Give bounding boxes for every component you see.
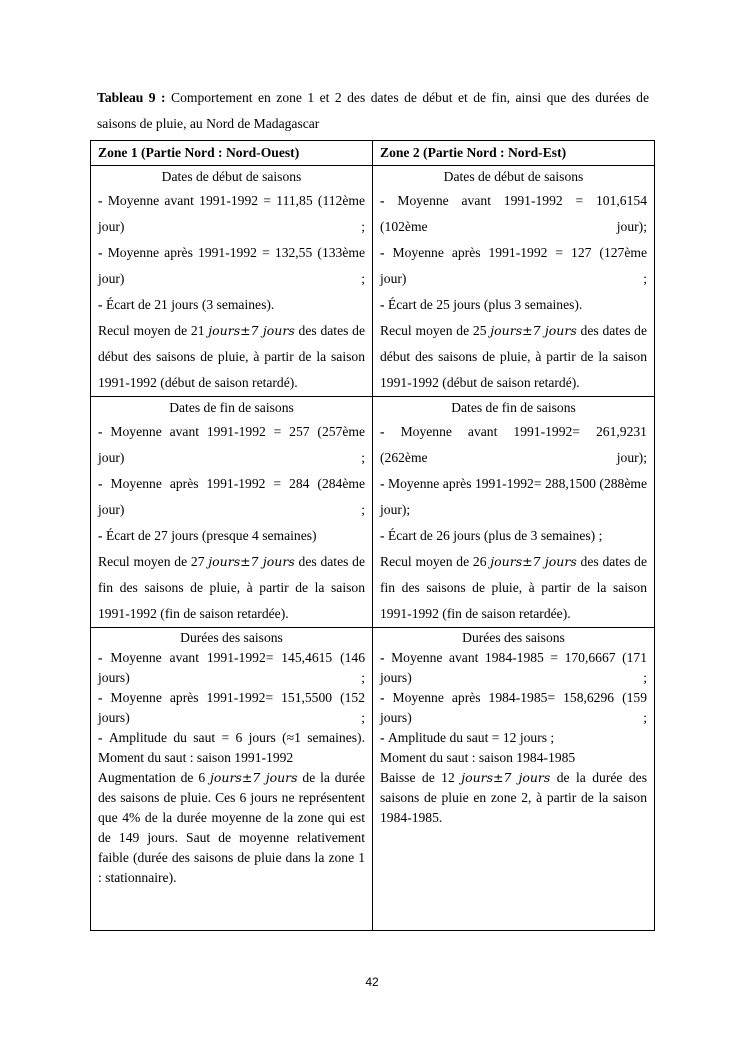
- section-title: Dates de début de saisons: [443, 169, 584, 184]
- section-title: Durées des saisons: [180, 630, 283, 645]
- zone1-end-cell: [91, 397, 373, 628]
- paragraph: [98, 549, 365, 627]
- baisse-text-end: de la durée des saisons de pluie en zone 2, à partir de la saison 1984-1985.: [380, 770, 647, 825]
- list-item: - Moyenne avant 1991-1992 = 101,6154 (102ème jour);: [380, 193, 647, 234]
- list-item: - Amplitude du saut = 6 jours (≈1 semaines).: [98, 730, 365, 745]
- paragraph: [98, 768, 365, 888]
- section-title: Durées des saisons: [462, 630, 565, 645]
- list-item: - Moyenne avant 1991-1992 = 257 (257ème jour) ;: [98, 424, 365, 465]
- paragraph: [380, 549, 647, 627]
- paragraph: [380, 768, 647, 828]
- zone1-start-cell: [91, 166, 373, 397]
- caption-label: Tableau 9 :: [97, 90, 166, 105]
- list-item: - Écart de 26 jours (plus de 3 semaines) ;: [380, 528, 603, 543]
- list-item: - Écart de 25 jours (plus 3 semaines).: [380, 297, 583, 312]
- augmentation-text: Augmentation de 6: [98, 770, 210, 785]
- math-expression: jours±7 jours: [461, 770, 551, 785]
- mean-after: Moyenne après 1991-1992= 151,5500 (152 jours) ;: [98, 690, 365, 725]
- recul-text-end: des dates de fin des saisons de pluie, à partir de la saison 1991-1992 (fin de saison retardée).: [98, 554, 366, 621]
- mean-after: Moyenne après 1991-1992= 288,1500 (288ème jour);: [380, 476, 647, 517]
- mean-before: Moyenne avant 1991-1992 = 111,85 (112ème jour) ;: [98, 193, 365, 234]
- list-item: - Moyenne après 1991-1992 = 127 (127ème jour) ;: [380, 245, 647, 286]
- list-item: - Écart de 21 jours (3 semaines).: [98, 297, 275, 312]
- zone2-start-cell: [373, 166, 655, 397]
- list-item: - Amplitude du saut = 12 jours ;: [380, 730, 555, 745]
- list-item: - Moyenne après 1991-1992= 151,5500 (152 jours) ;: [98, 690, 365, 725]
- zone1-header: Zone 1 (Partie Nord : Nord-Ouest): [91, 141, 373, 166]
- caption-text: Comportement en zone 1 et 2 des dates de début et de fin, ainsi que des durées de saisons de pluie, au Nord de Madagascar: [97, 90, 649, 131]
- list-item: - Moyenne après 1984-1985= 158,6296 (159 jours) ;: [380, 690, 647, 725]
- recul-text: Recul moyen de 26: [380, 554, 491, 569]
- mean-after: Moyenne après 1984-1985= 158,6296 (159 jours) ;: [380, 690, 647, 725]
- baisse-text: Baisse de 12: [380, 770, 462, 785]
- list-item: - Moyenne après 1991-1992 = 284 (284ème jour) ;: [98, 476, 365, 517]
- mean-after: Moyenne après 1991-1992 = 284 (284ème jour) ;: [98, 476, 365, 517]
- math-expression: jours±7 jours: [208, 554, 295, 569]
- list-item: - Moyenne avant 1991-1992= 145,4615 (146 jours) ;: [98, 650, 365, 685]
- paragraph: [380, 318, 647, 396]
- math-expression: jours±7 jours: [208, 323, 295, 338]
- header-row: [91, 141, 655, 166]
- mean-before: Moyenne avant 1991-1992 = 101,6154 (102ème jour);: [380, 193, 647, 234]
- amplitude: Amplitude du saut = 6 jours (≈1 semaines).: [108, 730, 365, 745]
- duration-row: [91, 628, 655, 931]
- jump-moment: Moment du saut : saison 1991-1992: [98, 750, 294, 765]
- gap: Écart de 21 jours (3 semaines).: [105, 297, 275, 312]
- gap: Écart de 27 jours (presque 4 semaines): [105, 528, 317, 543]
- list-item: - Moyenne avant 1984-1985 = 170,6667 (171 jours) ;: [380, 650, 648, 685]
- list-item: - Moyenne avant 1991-1992= 261,9231 (262ème jour);: [380, 424, 647, 465]
- recul-text: Recul moyen de 27: [98, 554, 209, 569]
- math-expression: jours±7 jours: [210, 770, 298, 785]
- zone2-duration-cell: [373, 628, 655, 931]
- list-item: - Moyenne après 1991-1992= 288,1500 (288ème jour);: [380, 476, 647, 517]
- section-title: Dates de fin de saisons: [169, 400, 294, 415]
- jump-moment: Moment du saut : saison 1984-1985: [380, 750, 576, 765]
- zone1-duration-cell: [91, 628, 373, 931]
- table-caption: [97, 85, 649, 137]
- list-item: - Moyenne après 1991-1992 = 132,55 (133ème jour) ;: [98, 245, 365, 286]
- amplitude: Amplitude du saut = 12 jours ;: [387, 730, 555, 745]
- gap: Écart de 26 jours (plus de 3 semaines) ;: [387, 528, 603, 543]
- list-item: - Moyenne avant 1991-1992 = 111,85 (112ème jour) ;: [98, 193, 365, 234]
- section-title: Dates de début de saisons: [161, 169, 302, 184]
- mean-after: Moyenne après 1991-1992 = 127 (127ème jour) ;: [380, 245, 647, 286]
- recul-text-end: des dates de fin des saisons de pluie, à partir de la saison 1991-1992 (fin de saison retardée).: [380, 554, 648, 621]
- end-dates-row: [91, 397, 655, 628]
- start-dates-row: [91, 166, 655, 397]
- comparison-table: [90, 140, 655, 931]
- augmentation-text-end: de la durée des saisons de pluie. Ces 6 jours ne représentent que 4% de la durée moyenne de la zone qui est de 149 jours. Saut de moyenne relativement faible (durée des saisons de pluie dans la zone 1 : stationnaire).: [98, 770, 365, 885]
- recul-text: Recul moyen de 25: [380, 323, 491, 338]
- mean-before: Moyenne avant 1991-1992= 145,4615 (146 jours) ;: [98, 650, 365, 685]
- zone2-end-cell: [373, 397, 655, 628]
- mean-before: Moyenne avant 1991-1992= 261,9231 (262ème jour);: [380, 424, 647, 465]
- section-title: Dates de fin de saisons: [451, 400, 576, 415]
- mean-after: Moyenne après 1991-1992 = 132,55 (133ème jour) ;: [98, 245, 365, 286]
- paragraph: [98, 318, 365, 396]
- list-item: - Écart de 27 jours (presque 4 semaines): [98, 528, 317, 543]
- math-expression: jours±7 jours: [490, 323, 577, 338]
- gap: Écart de 25 jours (plus 3 semaines).: [387, 297, 583, 312]
- page-number: 42: [365, 975, 379, 989]
- recul-text-end: des dates de début des saisons de pluie, à partir de la saison 1991-1992 (début de saison retardé).: [380, 323, 648, 390]
- recul-text-end: des dates de début des saisons de pluie, à partir de la saison 1991-1992 (début de saison retardé).: [98, 323, 366, 390]
- zone2-header: Zone 2 (Partie Nord : Nord-Est): [373, 141, 655, 166]
- recul-text: Recul moyen de 21: [98, 323, 209, 338]
- math-expression: jours±7 jours: [490, 554, 577, 569]
- mean-before: Moyenne avant 1991-1992 = 257 (257ème jour) ;: [98, 424, 365, 465]
- mean-before: Moyenne avant 1984-1985 = 170,6667 (171 jours) ;: [380, 650, 648, 685]
